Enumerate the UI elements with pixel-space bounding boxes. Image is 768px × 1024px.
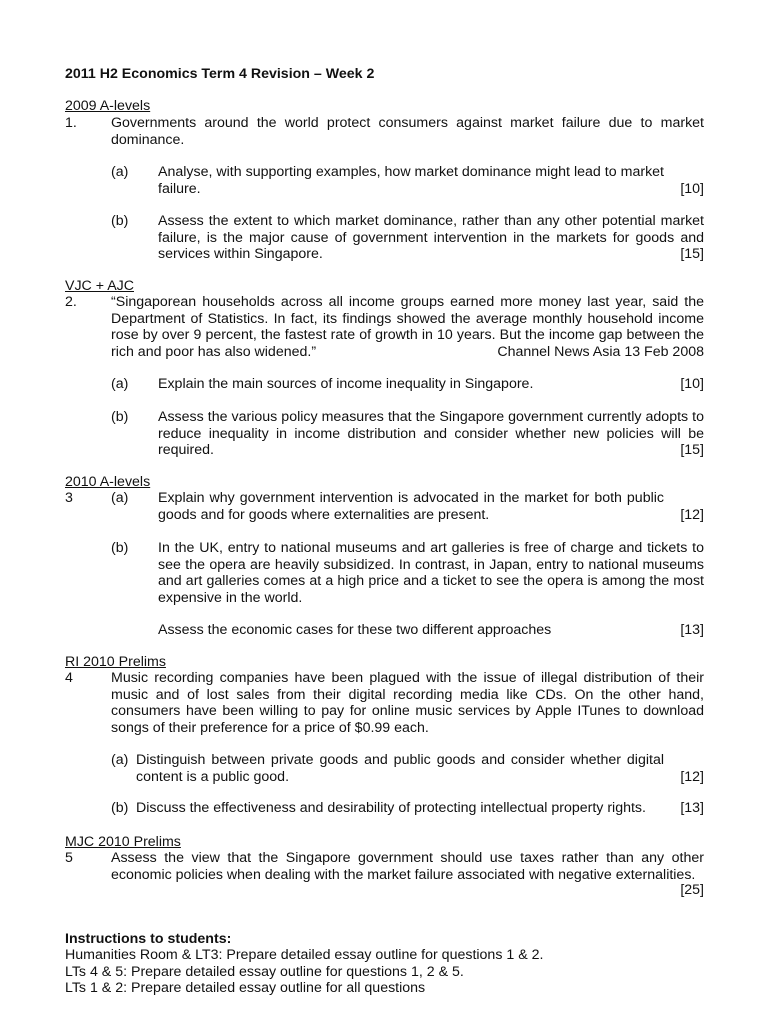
section-heading: 2009 A-levels <box>65 98 151 114</box>
part-label: (b) <box>111 540 129 556</box>
part-text: Analyse, with supporting examples, how market dominance might lead to market failure. <box>158 164 664 197</box>
question-number: 1. <box>65 115 77 131</box>
marks: [13] <box>680 800 704 816</box>
part-text: Discuss the effectiveness and desirability of protecting intellectual property rights. <box>136 800 646 816</box>
marks: [13] <box>680 622 704 638</box>
part-block <box>136 752 704 786</box>
part-label: (a) <box>111 376 129 392</box>
marks: [15] <box>680 246 704 262</box>
section-heading: 2010 A-levels <box>65 474 151 490</box>
question-source: Channel News Asia 13 Feb 2008 <box>497 343 704 360</box>
question-text: Assess the view that the Singapore government should use taxes rather than any other economic policies when dealing with the market failure associated with negative externalities. <box>111 850 704 883</box>
part-block <box>158 213 704 263</box>
part-label: (b) <box>111 800 129 816</box>
marks: [10] <box>680 180 704 197</box>
part-task: Assess the economic cases for these two different approaches <box>158 622 552 638</box>
question-text: Music recording companies have been plagued with the issue of illegal distribution of their music and of lost sales from their digital recording media like CDs. On the other hand, consumers have been willing to pay for online music services by Apple ITunes to download songs of their preference for a price of $0.99 each. <box>111 670 704 736</box>
instruction-line: LTs 4 & 5: Prepare detailed essay outline for questions 1, 2 & 5. <box>65 964 464 980</box>
question-number: 2. <box>65 294 77 310</box>
part-label: (a) <box>111 752 129 768</box>
part-label: (b) <box>111 213 129 229</box>
part-text: Assess the extent to which market dominance, rather than any other potential market failure, is the major cause of government intervention in the markets for goods and services within Singapore. <box>158 213 704 262</box>
marks: [25] <box>680 882 704 898</box>
section-heading: RI 2010 Prelims <box>65 654 166 670</box>
part-label: (a) <box>111 490 129 506</box>
part-block <box>158 490 704 524</box>
part-block <box>158 409 704 459</box>
question-text: Governments around the world protect consumers against market failure due to market dominance. <box>111 115 704 148</box>
section-heading: VJC + AJC <box>65 278 134 294</box>
part-label: (a) <box>111 164 129 180</box>
question-number: 5 <box>65 850 73 866</box>
question-number: 3 <box>65 490 73 506</box>
marks: [12] <box>680 506 704 523</box>
question-text: “Singaporean households across all income groups earned more money last year, said the Department of Statistics. In fact, its findings showed the average monthly household income rose by over 9 percent, the fastest rate of growth in 10 years. But the income gap between the rich and poor has also widened.” <box>111 294 704 360</box>
marks: [10] <box>680 376 704 392</box>
part-text: Explain why government intervention is advocated in the market for both public goods and for goods where externalities are present. <box>158 490 664 523</box>
part-text: In the UK, entry to national museums and art galleries is free of charge and tickets to see the opera are heavily subsidized. In contrast, in Japan, entry to national museums and art galleries comes at a high price and a ticket to see the opera is among the most expensive in the world. <box>158 540 704 606</box>
marks: [12] <box>680 768 704 785</box>
part-text: Explain the main sources of income inequality in Singapore. <box>158 376 534 392</box>
instruction-line: Humanities Room & LT3: Prepare detailed essay outline for questions 1 & 2. <box>65 947 544 963</box>
part-text: Assess the various policy measures that the Singapore government currently adopts to reduce inequality in income distribution and consider whether new policies will be required. <box>158 409 704 458</box>
part-text: Distinguish between private goods and public goods and consider whether digital content is a public good. <box>136 752 664 785</box>
section-heading: MJC 2010 Prelims <box>65 834 181 850</box>
part-block <box>158 164 704 198</box>
instruction-line: LTs 1 & 2: Prepare detailed essay outline for all questions <box>65 980 426 996</box>
question-block <box>111 294 704 362</box>
marks: [15] <box>680 442 704 458</box>
question-number: 4 <box>65 670 73 686</box>
page-title: 2011 H2 Economics Term 4 Revision – Week 2 <box>65 66 375 82</box>
part-label: (b) <box>111 409 129 425</box>
instructions-heading: Instructions to students: <box>65 931 232 947</box>
